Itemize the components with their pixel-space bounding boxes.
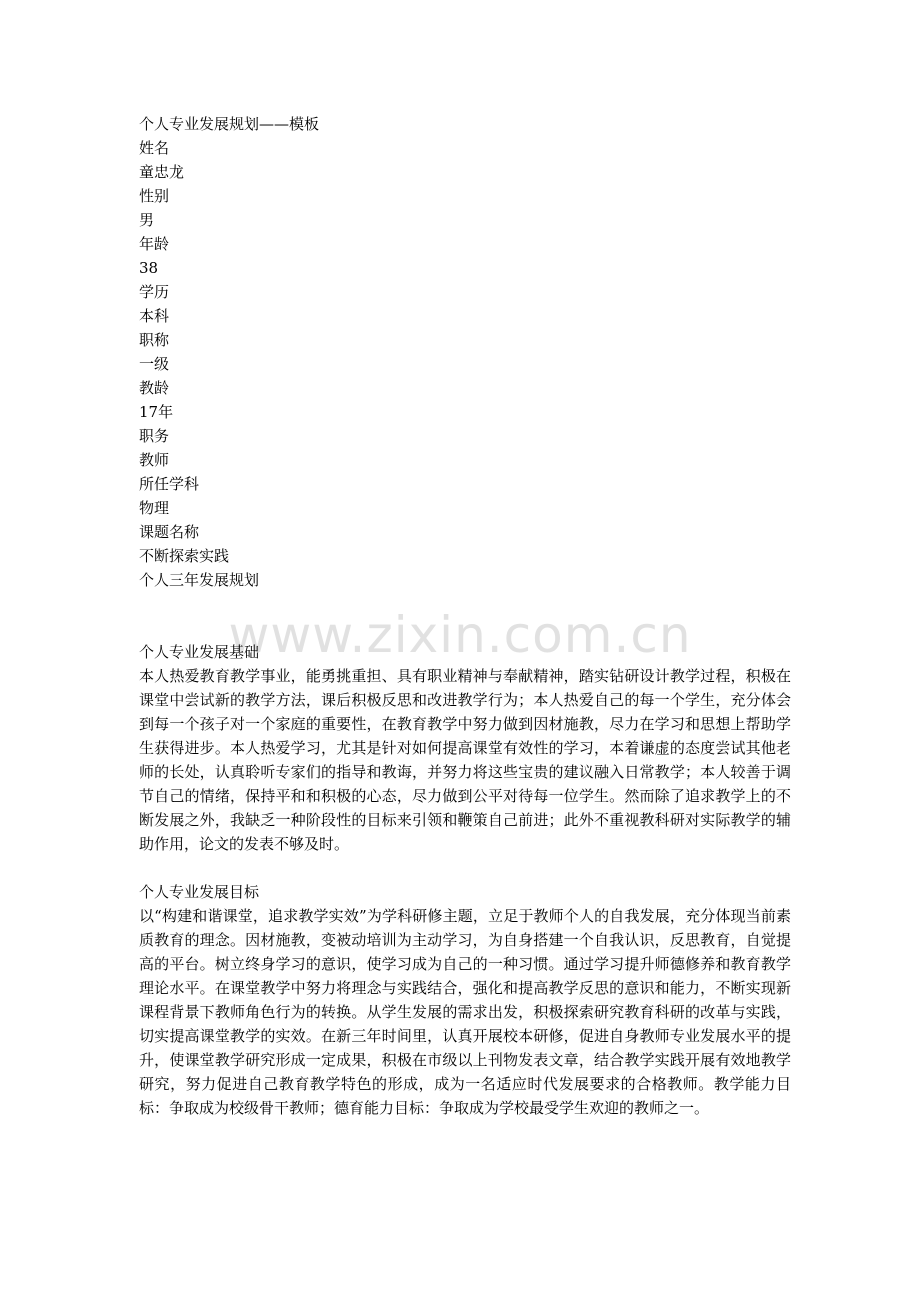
field-value: 本科 — [139, 307, 170, 325]
spacer — [139, 856, 791, 880]
field-label: 年龄 — [139, 235, 170, 253]
field-education — [139, 280, 791, 328]
field-position — [139, 424, 791, 472]
field-label: 所任学科 — [139, 475, 200, 493]
field-value: 教师 — [139, 451, 170, 469]
field-label: 姓名 — [139, 139, 170, 157]
section-body: 本人热爱教育教学事业，能勇挑重担、具有职业精神与奉献精神，踏实钻研设计教学过程，积极在课堂中尝试新的教学方法，课后积极反思和改进教学行为；本人热爱自己的每一个学生，充分体会到每一个孩子对一个家庭的重要性，在教育教学中努力做到因材施教，尽力在学习和思想上帮助学生获得进步。本人热爱学习，尤其是针对如何提高课堂有效性的学习，本着谦虚的态度尝试其他老师的长处，认真聆听专家们的指导和教诲，并努力将这些宝贵的建议融入日常教学；本人较善于调节自己的情绪，保持平和和积极的心态，尽力做到公平对待每一位学生。然而除了追求教学上的不断发展之外，我缺乏一种阶段性的目标来引领和鞭策自己前进；此外不重视教科研对实际教学的辅助作用，论文的发表不够及时。 — [139, 667, 791, 853]
spacer — [139, 592, 791, 640]
field-label: 课题名称 — [139, 523, 200, 541]
plan-heading: 个人三年发展规划 — [139, 571, 260, 589]
field-value: 童忠龙 — [139, 163, 185, 181]
field-label: 教龄 — [139, 379, 170, 397]
document-page — [139, 112, 791, 1120]
section-goals — [139, 880, 791, 1120]
field-teaching-years — [139, 376, 791, 424]
field-age — [139, 232, 791, 280]
field-title — [139, 328, 791, 376]
field-value: 17年 — [139, 403, 174, 421]
section-foundation — [139, 640, 791, 856]
field-name — [139, 136, 791, 184]
field-value: 38 — [139, 259, 159, 277]
field-label: 职务 — [139, 427, 170, 445]
section-heading: 个人专业发展基础 — [139, 643, 260, 661]
section-body: 以“构建和谐课堂，追求教学实效”为学科研修主题，立足于教师个人的自我发展，充分体现当前素质教育的理念。因材施教，变被动培训为主动学习，为自身搭建一个自我认识，反思教育，自觉提高的平台。树立终身学习的意识，使学习成为自己的一种习惯。通过学习提升师德修养和教育教学理论水平。在课堂教学中努力将理念与实践结合，强化和提高教学反思的意识和能力，不断实现新课程背景下教师角色行为的转换。从学生发展的需求出发，积极探索研究教育科研的改革与实践，切实提高课堂教学的实效。在新三年时间里，认真开展校本研修，促进自身教师专业发展水平的提升，使课堂教学研究形成一定成果，积极在市级以上刊物发表文章，结合教学实践开展有效地教学研究，努力促进自己教育教学特色的形成，成为一名适应时代发展要求的合格教师。教学能力目标：争取成为校级骨干教师；德育能力目标：争取成为学校最受学生欢迎的教师之一。 — [139, 907, 791, 1117]
section-heading: 个人专业发展目标 — [139, 883, 260, 901]
watermark: www.zixin.com.cn — [228, 606, 692, 664]
field-value: 物理 — [139, 499, 170, 517]
field-label: 性别 — [139, 187, 170, 205]
field-value: 男 — [139, 211, 155, 229]
field-gender — [139, 184, 791, 232]
field-value: 不断探索实践 — [139, 547, 230, 565]
field-label: 学历 — [139, 283, 170, 301]
field-project — [139, 520, 791, 568]
field-value: 一级 — [139, 355, 170, 373]
field-label: 职称 — [139, 331, 170, 349]
document-title: 个人专业发展规划——模板 — [139, 115, 320, 133]
field-subject — [139, 472, 791, 520]
